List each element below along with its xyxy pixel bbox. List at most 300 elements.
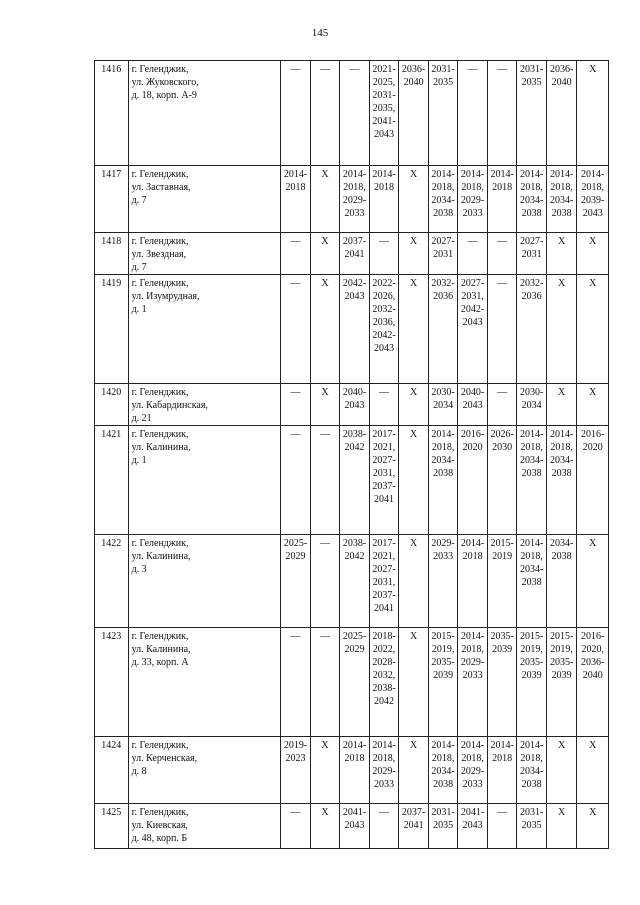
period-line: 2038: [521, 779, 542, 790]
period-line: 2035-: [490, 631, 514, 642]
period-cell: [546, 61, 577, 166]
period-line: 2036-: [401, 64, 426, 75]
table-row: [95, 61, 609, 166]
period-line: 2014-: [283, 169, 308, 180]
period-line: 2036,: [372, 317, 396, 328]
period-cell: [369, 61, 399, 166]
period-line: 2026,: [372, 291, 396, 302]
period-cell: [340, 804, 370, 849]
period-line: 2031: [521, 249, 542, 260]
period-line: 2040-: [342, 387, 367, 398]
period-line: 2014-: [460, 740, 485, 751]
address-line: д. 33, корп. А: [131, 657, 189, 668]
period-line: X: [321, 169, 329, 180]
period-line: 2035: [433, 77, 454, 88]
period-line: 2032-: [372, 304, 396, 315]
period-line: 2014-: [460, 631, 485, 642]
period-line: —: [320, 64, 331, 75]
period-line: 2014-: [460, 538, 485, 549]
period-line: —: [497, 387, 508, 398]
period-line: 2015-: [549, 631, 574, 642]
address-line: д. 1: [131, 455, 147, 466]
period-line: 2016-: [581, 429, 605, 440]
period-line: 2015-: [431, 631, 455, 642]
period-line: 2033: [462, 670, 483, 681]
period-line: X: [409, 387, 418, 398]
period-cell: [428, 384, 458, 426]
period-line: 2033: [462, 208, 483, 219]
period-line: 2034-: [519, 564, 544, 575]
period-cell: [487, 628, 517, 737]
period-line: 2043: [374, 129, 395, 140]
period-line: 2038: [433, 779, 454, 790]
table-row: [95, 426, 609, 535]
period-cell: [310, 233, 340, 275]
period-line: 2018: [374, 182, 395, 193]
period-cell: [577, 535, 609, 628]
period-line: —: [349, 64, 360, 75]
period-cell: [458, 426, 488, 535]
period-line: 2023: [285, 753, 306, 764]
period-cell: [281, 61, 311, 166]
period-line: 2029-: [460, 766, 485, 777]
period-line: 2032-: [519, 278, 544, 289]
period-cell: [487, 166, 517, 233]
period-line: 2031: [433, 249, 454, 260]
period-line: 2025-: [342, 631, 367, 642]
address-line: ул. Кабардинская,: [131, 400, 208, 411]
period-cell: [577, 233, 609, 275]
period-cell: [369, 737, 399, 804]
period-line: 2043: [344, 820, 365, 831]
row-number: 1424: [95, 737, 129, 804]
period-cell: [546, 535, 577, 628]
row-number: 1419: [95, 275, 129, 384]
period-line: 2029-: [342, 195, 367, 206]
period-line: 2039: [492, 644, 513, 655]
period-line: 2018,: [343, 182, 366, 193]
period-cell: [517, 275, 547, 384]
period-line: 2030-: [431, 387, 455, 398]
row-number: 1416: [95, 61, 129, 166]
period-line: 2017-: [372, 538, 396, 549]
period-cell: [458, 61, 488, 166]
period-line: 2035,: [372, 103, 396, 114]
period-line: X: [321, 807, 329, 818]
period-cell: [399, 737, 429, 804]
period-line: 2043: [344, 291, 365, 302]
period-line: 2038-: [342, 429, 367, 440]
period-line: 2018,: [461, 182, 484, 193]
period-line: 2016-: [460, 429, 485, 440]
period-line: 2040: [403, 77, 424, 88]
address-line: д. 18, корп. А-9: [131, 90, 197, 101]
period-line: 2037-: [372, 590, 396, 601]
row-number: 1425: [95, 804, 129, 849]
period-cell: [546, 737, 577, 804]
period-line: 2041-: [460, 807, 485, 818]
period-line: 2021,: [372, 442, 396, 453]
period-cell: [577, 804, 609, 849]
period-line: 2035-: [519, 657, 544, 668]
period-line: X: [589, 236, 597, 247]
period-line: X: [589, 538, 597, 549]
period-line: 2014-: [549, 169, 574, 180]
period-cell: [428, 737, 458, 804]
period-line: —: [497, 236, 508, 247]
period-line: 2018,: [581, 182, 604, 193]
period-line: 2041: [403, 820, 424, 831]
period-line: 2043: [462, 400, 483, 411]
period-line: 2014-: [431, 169, 455, 180]
period-line: 2018: [344, 753, 365, 764]
period-cell: [281, 804, 311, 849]
period-line: 2032-: [431, 278, 455, 289]
period-line: 2014-: [519, 740, 544, 751]
period-line: 2029: [344, 644, 365, 655]
period-cell: [369, 804, 399, 849]
period-line: 2018,: [520, 182, 543, 193]
period-line: —: [497, 64, 508, 75]
period-line: 2039: [521, 670, 542, 681]
schedule-table: [94, 60, 609, 849]
period-line: 2018: [462, 551, 483, 562]
period-line: X: [321, 740, 329, 751]
period-line: 2035: [521, 820, 542, 831]
period-line: —: [290, 236, 301, 247]
period-line: —: [290, 807, 301, 818]
period-line: X: [409, 538, 418, 549]
address-cell: [128, 166, 281, 233]
period-cell: [369, 535, 399, 628]
period-line: 2043: [582, 208, 603, 219]
period-cell: [340, 628, 370, 737]
period-cell: [428, 535, 458, 628]
period-cell: [458, 384, 488, 426]
period-line: 2035-: [549, 657, 574, 668]
period-line: 2014-: [490, 169, 514, 180]
period-line: 2034-: [431, 195, 455, 206]
period-cell: [281, 166, 311, 233]
period-line: 2014-: [431, 429, 455, 440]
period-line: 2015-: [490, 538, 514, 549]
period-cell: [487, 233, 517, 275]
period-line: —: [379, 236, 390, 247]
period-line: 2042: [344, 551, 365, 562]
period-line: X: [409, 236, 418, 247]
period-line: 2039: [433, 670, 454, 681]
period-cell: [517, 384, 547, 426]
period-line: 2034: [521, 400, 542, 411]
period-cell: [399, 804, 429, 849]
address-line: г. Геленджик,: [131, 538, 189, 549]
period-line: 2036-: [581, 657, 605, 668]
period-cell: [310, 804, 340, 849]
period-line: 2038: [521, 577, 542, 588]
period-line: 2019,: [550, 644, 573, 655]
period-line: 2019,: [520, 644, 543, 655]
period-cell: [399, 61, 429, 166]
row-number: 1421: [95, 426, 129, 535]
period-line: 2014-: [549, 429, 574, 440]
period-line: X: [321, 278, 329, 289]
period-line: 2040: [551, 77, 572, 88]
period-line: 2025,: [372, 77, 396, 88]
address-line: г. Геленджик,: [131, 169, 189, 180]
period-cell: [577, 384, 609, 426]
period-cell: [546, 384, 577, 426]
period-cell: [369, 628, 399, 737]
table-row: [95, 233, 609, 275]
period-line: 2038: [433, 208, 454, 219]
address-cell: [128, 737, 281, 804]
period-cell: [310, 166, 340, 233]
period-line: —: [320, 429, 331, 440]
period-line: 2043: [374, 343, 395, 354]
address-line: ул. Калинина,: [131, 551, 191, 562]
period-line: 2020: [582, 442, 603, 453]
period-cell: [281, 737, 311, 804]
address-line: д. 21: [131, 413, 152, 424]
period-line: 2032,: [372, 670, 396, 681]
period-line: 2034-: [549, 195, 574, 206]
period-cell: [369, 166, 399, 233]
period-line: 2038: [551, 468, 572, 479]
period-cell: [281, 233, 311, 275]
period-cell: [517, 233, 547, 275]
period-line: 2038-: [372, 683, 396, 694]
address-line: ул. Калинина,: [131, 442, 191, 453]
period-line: 2042-: [342, 278, 367, 289]
period-cell: [517, 804, 547, 849]
period-line: 2040-: [460, 387, 485, 398]
period-line: 2037-: [401, 807, 426, 818]
period-line: X: [558, 387, 566, 398]
row-number: 1422: [95, 535, 129, 628]
period-line: 2014-: [342, 169, 367, 180]
address-cell: [128, 426, 281, 535]
period-cell: [577, 628, 609, 737]
period-line: X: [589, 807, 597, 818]
period-cell: [399, 275, 429, 384]
period-line: 2041-: [342, 807, 367, 818]
address-line: г. Геленджик,: [131, 236, 189, 247]
period-cell: [428, 804, 458, 849]
period-cell: [340, 426, 370, 535]
period-cell: [458, 628, 488, 737]
period-cell: [487, 61, 517, 166]
period-line: 2018: [492, 182, 513, 193]
period-cell: [281, 628, 311, 737]
period-line: 2018,: [520, 442, 543, 453]
period-line: 2039: [551, 670, 572, 681]
period-line: 2042: [374, 696, 395, 707]
period-line: 2014-: [431, 740, 455, 751]
address-line: д. 8: [131, 766, 147, 777]
address-line: д. 3: [131, 564, 147, 575]
address-line: ул. Керченская,: [131, 753, 198, 764]
period-line: 2042: [344, 442, 365, 453]
period-line: 2034-: [549, 455, 574, 466]
period-line: 2034-: [519, 195, 544, 206]
period-line: —: [290, 631, 301, 642]
period-line: X: [589, 64, 597, 75]
period-line: 2029-: [372, 766, 396, 777]
period-line: 2014-: [519, 429, 544, 440]
period-cell: [577, 275, 609, 384]
table-row: [95, 535, 609, 628]
address-line: ул. Заставная,: [131, 182, 191, 193]
period-cell: [577, 166, 609, 233]
period-line: 2031-: [519, 64, 544, 75]
period-line: 2029-: [460, 195, 485, 206]
period-line: 2041-: [372, 116, 396, 127]
period-line: 2018-: [372, 631, 396, 642]
address-line: г. Геленджик,: [131, 631, 189, 642]
table-row: [95, 804, 609, 849]
period-cell: [546, 628, 577, 737]
period-line: 2034-: [549, 538, 574, 549]
table-row: [95, 166, 609, 233]
address-line: д. 7: [131, 195, 147, 206]
period-line: —: [467, 64, 478, 75]
period-line: 2029: [285, 551, 306, 562]
period-cell: [310, 426, 340, 535]
period-cell: [487, 535, 517, 628]
period-cell: [517, 166, 547, 233]
table-row: [95, 275, 609, 384]
row-number: 1420: [95, 384, 129, 426]
period-line: 2020: [462, 442, 483, 453]
period-line: X: [409, 429, 418, 440]
period-line: 2038: [551, 551, 572, 562]
period-line: 2031-: [431, 64, 455, 75]
period-cell: [340, 535, 370, 628]
address-cell: [128, 535, 281, 628]
address-line: д. 7: [131, 262, 147, 273]
period-cell: [458, 275, 488, 384]
period-line: X: [409, 631, 418, 642]
period-cell: [487, 426, 517, 535]
period-line: 2037-: [372, 481, 396, 492]
period-line: 2040: [582, 670, 603, 681]
period-line: 2018,: [431, 182, 455, 193]
period-cell: [281, 275, 311, 384]
period-cell: [487, 275, 517, 384]
period-line: 2018,: [520, 551, 543, 562]
period-line: 2031,: [372, 577, 396, 588]
period-cell: [428, 61, 458, 166]
period-line: —: [379, 387, 390, 398]
period-line: 2025-: [283, 538, 308, 549]
table-row: [95, 737, 609, 804]
period-cell: [340, 384, 370, 426]
period-cell: [546, 426, 577, 535]
period-line: 2034-: [519, 455, 544, 466]
address-line: г. Геленджик,: [131, 387, 189, 398]
period-line: 2017-: [372, 429, 396, 440]
period-cell: [369, 426, 399, 535]
address-cell: [128, 628, 281, 737]
period-cell: [310, 61, 340, 166]
period-cell: [577, 61, 609, 166]
period-line: 2034: [433, 400, 454, 411]
period-line: 2038-: [342, 538, 367, 549]
page-number: 145: [311, 27, 329, 39]
address-cell: [128, 384, 281, 426]
period-line: 2042-: [460, 304, 485, 315]
period-cell: [546, 275, 577, 384]
period-line: 2033: [462, 779, 483, 790]
period-line: 2037-: [342, 236, 367, 247]
period-line: 2018: [492, 753, 513, 764]
period-line: 2029-: [431, 538, 455, 549]
period-cell: [487, 384, 517, 426]
address-cell: [128, 804, 281, 849]
period-line: X: [321, 387, 329, 398]
period-line: 2016-: [581, 631, 605, 642]
period-line: X: [558, 278, 566, 289]
period-line: 2018,: [550, 182, 573, 193]
period-line: 2041: [374, 603, 395, 614]
table-row: [95, 628, 609, 737]
period-cell: [458, 737, 488, 804]
period-line: 2020,: [581, 644, 604, 655]
address-cell: [128, 233, 281, 275]
period-line: 2038: [521, 208, 542, 219]
period-line: 2043: [344, 400, 365, 411]
period-line: 2018,: [520, 753, 543, 764]
period-cell: [428, 166, 458, 233]
table-row: [95, 384, 609, 426]
period-line: —: [379, 807, 390, 818]
period-line: 2014-: [519, 538, 544, 549]
period-line: 2035: [521, 77, 542, 88]
period-line: 2019: [492, 551, 513, 562]
period-cell: [546, 166, 577, 233]
address-cell: [128, 275, 281, 384]
period-line: —: [290, 64, 301, 75]
period-line: X: [321, 236, 329, 247]
period-line: X: [589, 278, 597, 289]
period-cell: [340, 737, 370, 804]
period-cell: [281, 535, 311, 628]
address-line: ул. Звездная,: [131, 249, 187, 260]
period-line: 2031-: [372, 90, 396, 101]
period-line: 2038: [551, 208, 572, 219]
address-line: г. Геленджик,: [131, 64, 189, 75]
period-line: —: [467, 236, 478, 247]
period-cell: [399, 384, 429, 426]
period-line: —: [497, 807, 508, 818]
period-cell: [428, 426, 458, 535]
period-line: X: [558, 236, 566, 247]
period-line: 2015-: [519, 631, 544, 642]
period-line: 2033: [344, 208, 365, 219]
period-line: —: [290, 278, 301, 289]
period-cell: [458, 535, 488, 628]
period-line: X: [558, 807, 566, 818]
period-line: X: [589, 387, 597, 398]
period-line: 2029-: [460, 657, 485, 668]
period-line: 2031-: [431, 807, 455, 818]
period-cell: [487, 804, 517, 849]
period-cell: [577, 737, 609, 804]
period-line: 2043: [462, 820, 483, 831]
period-line: 2038: [521, 468, 542, 479]
address-line: ул. Изумрудная,: [131, 291, 200, 302]
period-line: 2014-: [342, 740, 367, 751]
